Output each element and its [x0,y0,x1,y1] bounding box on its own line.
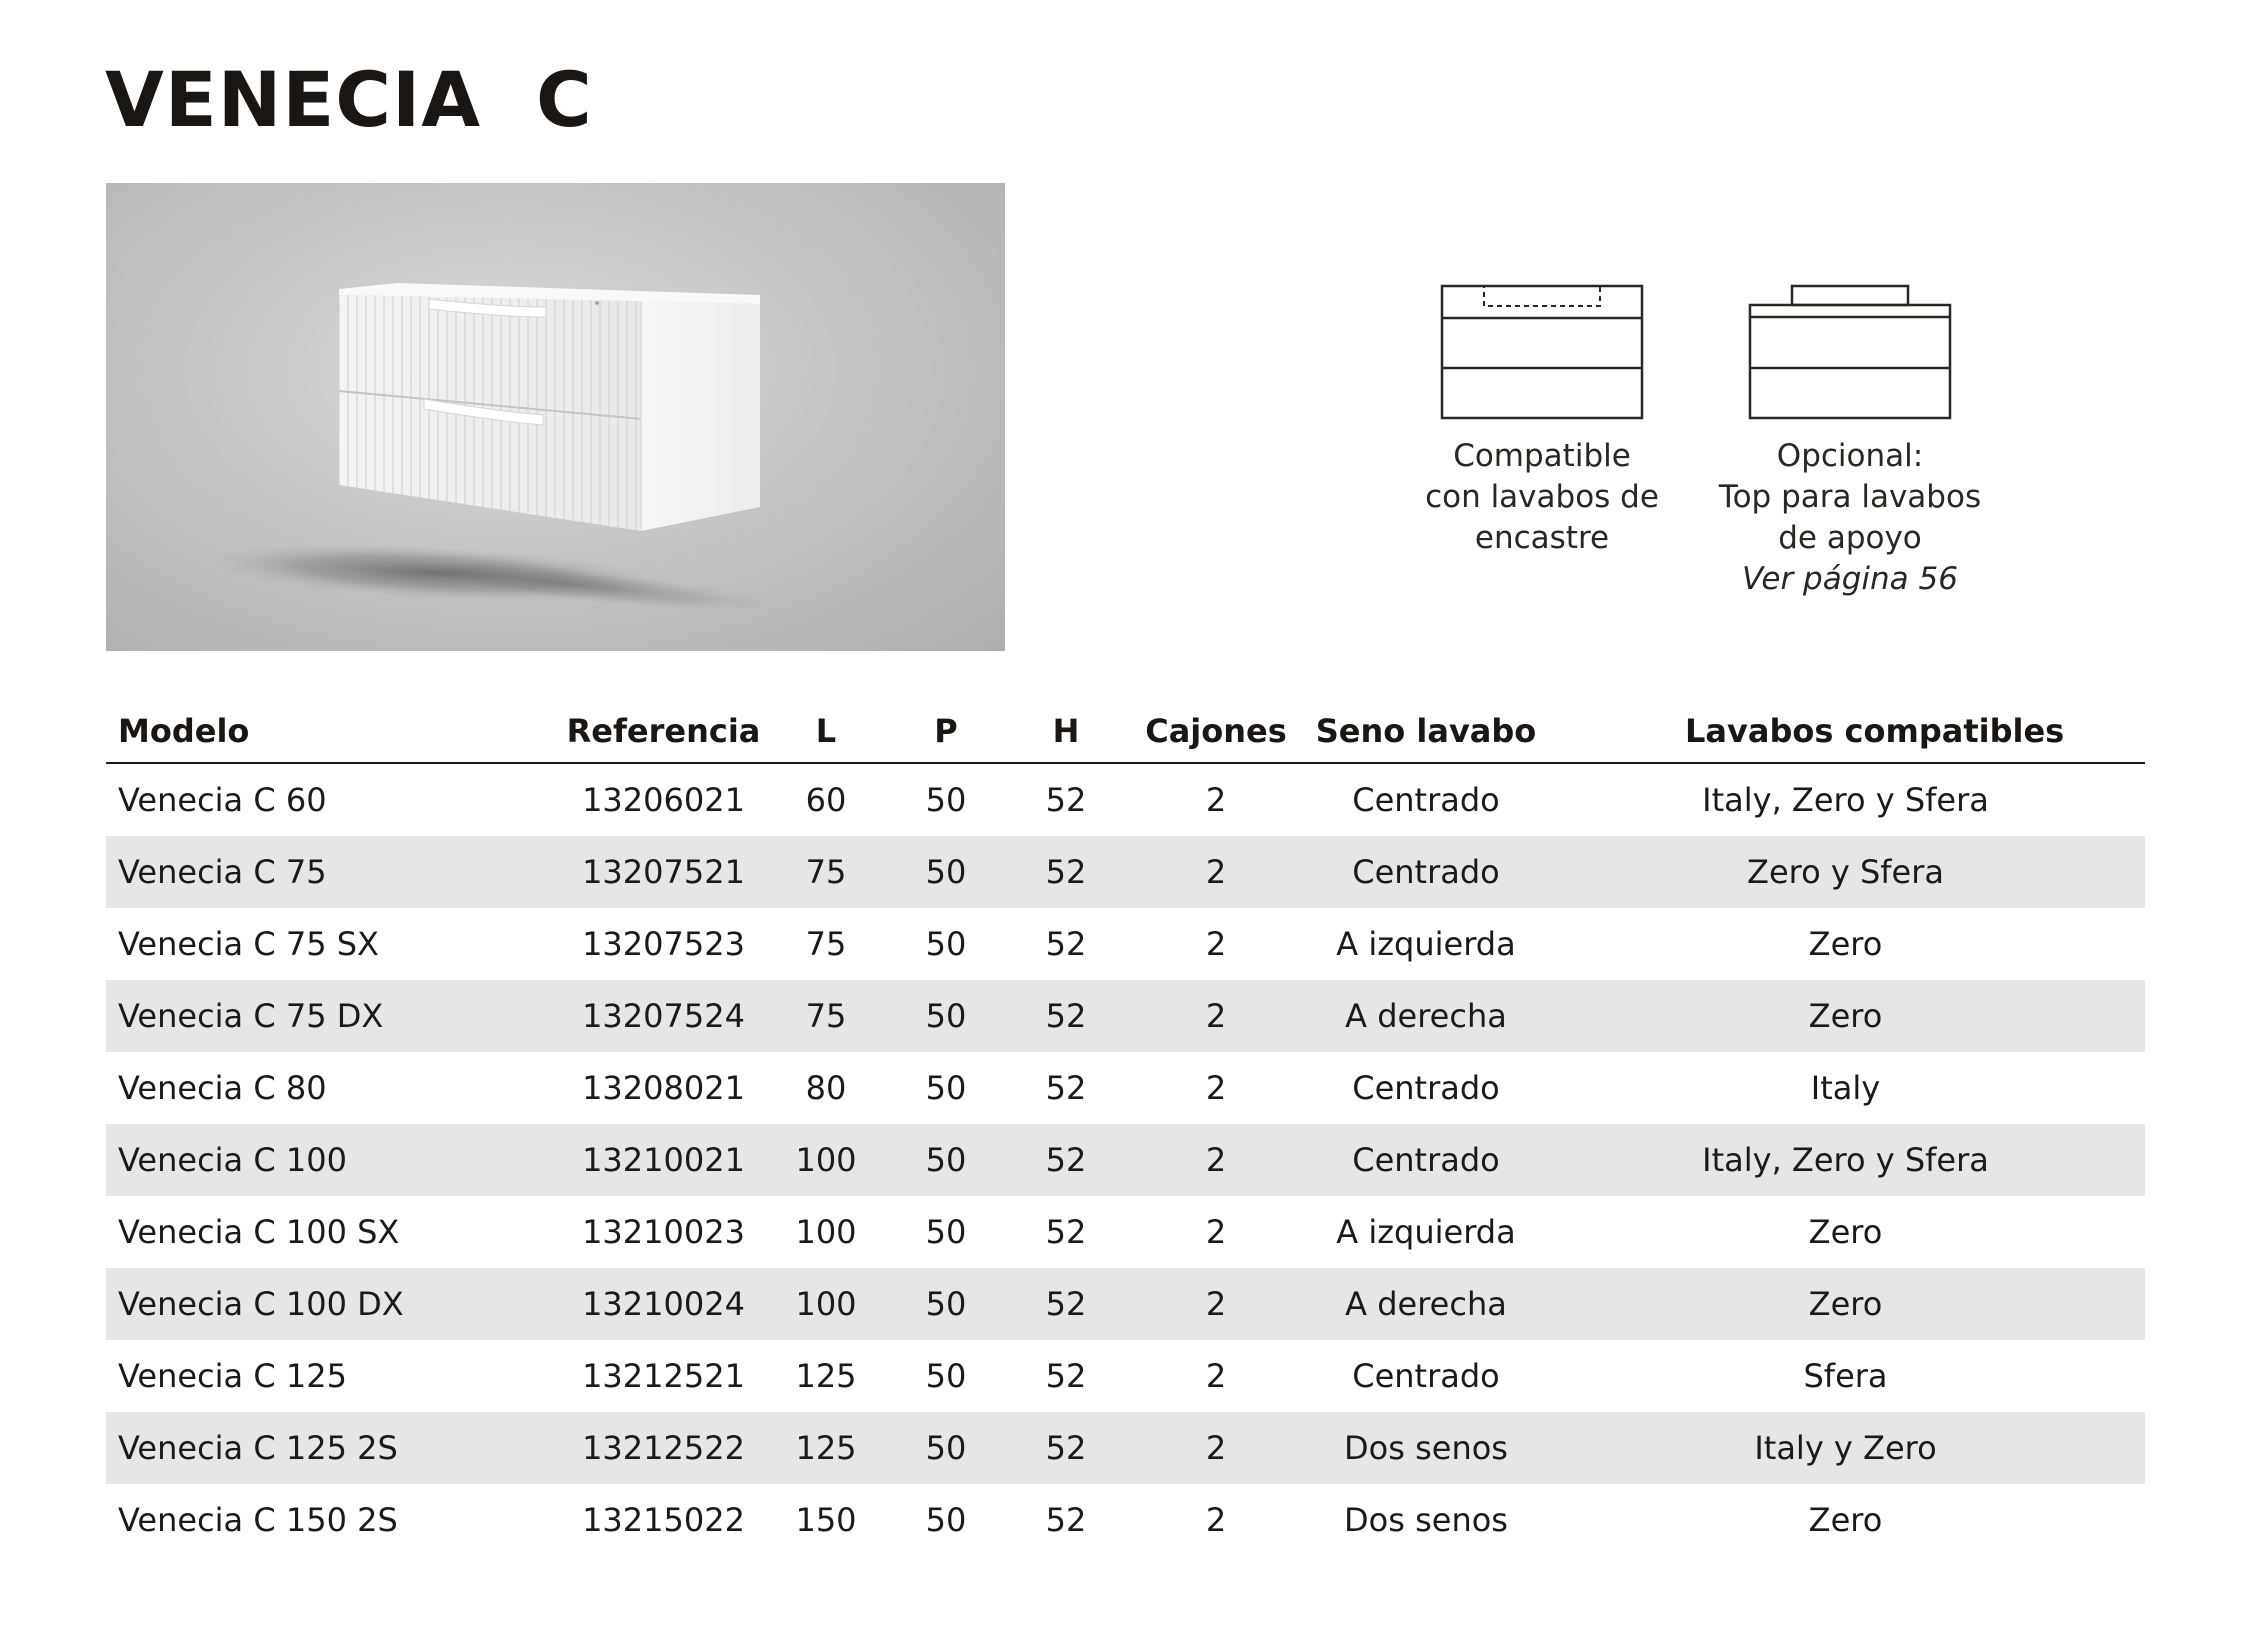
cell-compatible: Italy [1810,1069,1881,1107]
table-row [106,1340,2145,1412]
page-reference-note: Ver página 56 [1742,561,1958,597]
cell-basin: Centrado [1352,781,1500,819]
cell-depth: 50 [886,980,1006,1052]
cell-drawers: 2 [1126,836,1306,908]
table-row [106,1052,2145,1124]
cell-compatible: Zero [1808,1213,1883,1251]
cell-length: 75 [766,980,886,1052]
cell-model: Venecia C 80 [118,1069,327,1107]
cell-height: 52 [1045,1357,1087,1395]
cell-height: 52 [1045,1213,1087,1251]
product-photo [106,183,1005,651]
cell-reference: 13212521 [582,1357,745,1395]
table-row [106,763,2145,836]
cell-depth: 50 [925,781,967,819]
cell-height: 52 [1045,1501,1087,1539]
cell-height: 52 [1006,836,1126,908]
cell-depth: 50 [886,836,1006,908]
header-model: Modelo [106,700,561,763]
cell-depth: 50 [925,1213,967,1251]
cell-compatible: Italy, Zero y Sfera [1546,1124,2145,1196]
table-header-row [106,700,2145,763]
cell-reference: 13207523 [582,925,745,963]
cell-length: 100 [766,1124,886,1196]
header-height: H [1006,700,1126,763]
cell-model: Venecia C 75 DX [106,980,561,1052]
cell-compatible: Zero [1546,1268,2145,1340]
cell-basin: Centrado [1352,1357,1500,1395]
cell-reference: 13215022 [582,1501,745,1539]
cell-model: Venecia C 125 2S [106,1412,561,1484]
countertop-feature [1700,284,2000,600]
cell-depth: 50 [925,1357,967,1395]
cell-drawers: 2 [1205,781,1227,819]
cell-depth: 50 [886,1124,1006,1196]
cell-length: 125 [795,1357,857,1395]
vanity-unit-illustration [106,183,1005,651]
cell-reference: 13210024 [561,1268,766,1340]
cell-reference: 13208021 [582,1069,745,1107]
cell-model: Venecia C 125 [118,1357,347,1395]
cell-depth: 50 [925,925,967,963]
cell-model: Venecia C 100 DX [106,1268,561,1340]
header-basin: Seno lavabo [1306,700,1546,763]
countertop-caption: Opcional: Top para lavabos de apoyo Ver página 56 [1700,436,2000,600]
cell-drawers: 2 [1126,1124,1306,1196]
cell-drawers: 2 [1126,1412,1306,1484]
cell-drawers: 2 [1205,1213,1227,1251]
cell-basin: A derecha [1306,1268,1546,1340]
cell-compatible: Italy, Zero y Sfera [1702,781,1989,819]
inset-basin-icon [1440,284,1644,420]
cell-height: 52 [1045,781,1087,819]
table-body [106,763,2145,1556]
cell-drawers: 2 [1205,1501,1227,1539]
header-depth: P [886,700,1006,763]
cell-height: 52 [1006,980,1126,1052]
cell-drawers: 2 [1126,1268,1306,1340]
top-countertop-icon [1748,284,1952,420]
cell-compatible: Italy y Zero [1546,1412,2145,1484]
cell-reference: 13212522 [561,1412,766,1484]
cell-model: Venecia C 75 SX [118,925,379,963]
cell-compatible: Zero [1808,925,1883,963]
cell-length: 75 [805,925,847,963]
cell-drawers: 2 [1126,980,1306,1052]
page-title: VENECIA C [105,55,593,144]
cell-height: 52 [1006,1268,1126,1340]
cell-height: 52 [1045,925,1087,963]
cell-height: 52 [1006,1124,1126,1196]
cell-basin: A izquierda [1336,925,1516,963]
cell-drawers: 2 [1205,1069,1227,1107]
cell-depth: 50 [925,1069,967,1107]
inset-basin-feature [1392,284,1692,559]
table-row [106,908,2145,980]
cell-reference: 13210023 [582,1213,745,1251]
cell-reference: 13207521 [561,836,766,908]
cell-compatible: Zero [1546,980,2145,1052]
cell-compatible: Zero [1808,1501,1883,1539]
table-row [106,980,2145,1052]
cell-length: 80 [805,1069,847,1107]
table-row [106,1484,2145,1556]
cell-drawers: 2 [1205,1357,1227,1395]
cell-reference: 13207524 [561,980,766,1052]
cell-depth: 50 [925,1501,967,1539]
cell-drawers: 2 [1205,925,1227,963]
cell-basin: A izquierda [1336,1213,1516,1251]
cell-model: Venecia C 150 2S [118,1501,398,1539]
cell-height: 52 [1006,1412,1126,1484]
header-reference: Referencia [561,700,766,763]
header-drawers: Cajones [1126,700,1306,763]
cell-length: 125 [766,1412,886,1484]
cell-length: 100 [766,1268,886,1340]
cell-basin: Centrado [1306,836,1546,908]
header-compatible: Lavabos compatibles [1546,700,2145,763]
cell-height: 52 [1045,1069,1087,1107]
cell-model: Venecia C 60 [118,781,327,819]
cell-length: 60 [805,781,847,819]
header-length: L [766,700,886,763]
cell-reference: 13206021 [582,781,745,819]
table-row [106,1268,2145,1340]
cell-model: Venecia C 100 SX [118,1213,400,1251]
cell-depth: 50 [886,1412,1006,1484]
table-row [106,836,2145,908]
table-row [106,1412,2145,1484]
cell-length: 150 [795,1501,857,1539]
cell-basin: Dos senos [1306,1412,1546,1484]
table-row [106,1196,2145,1268]
cell-basin: A derecha [1306,980,1546,1052]
cell-basin: Centrado [1352,1069,1500,1107]
inset-basin-caption: Compatible con lavabos de encastre [1425,438,1659,556]
cell-length: 75 [766,836,886,908]
cell-model: Venecia C 100 [106,1124,561,1196]
cell-compatible: Sfera [1803,1357,1888,1395]
cell-depth: 50 [886,1268,1006,1340]
cell-compatible: Zero y Sfera [1546,836,2145,908]
cell-basin: Centrado [1306,1124,1546,1196]
cell-reference: 13210021 [561,1124,766,1196]
models-table [106,700,2145,1556]
cell-basin: Dos senos [1344,1501,1508,1539]
cell-model: Venecia C 75 [106,836,561,908]
table-row [106,1124,2145,1196]
cell-length: 100 [795,1213,857,1251]
